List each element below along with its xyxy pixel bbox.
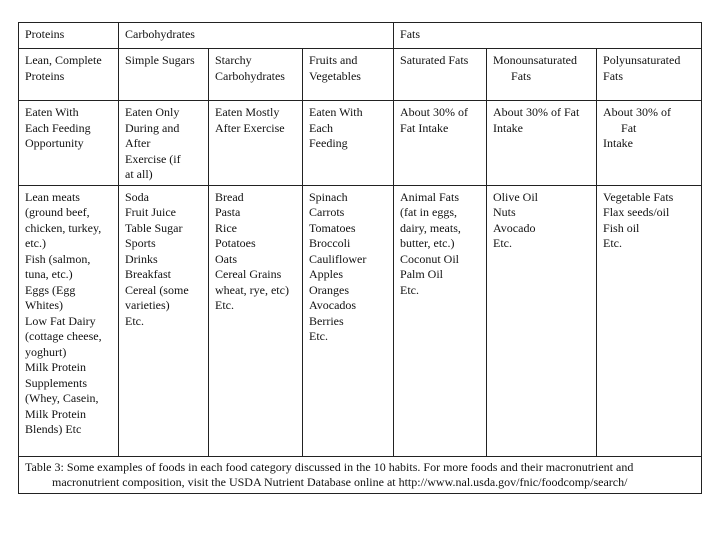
examples-row (19, 185, 702, 456)
timing-cell: Eaten With Each Feeding (303, 101, 394, 186)
timing-cell: Eaten Only During and After Exercise (if at all) (119, 101, 209, 186)
group-carbohydrates: Carbohydrates (119, 23, 394, 49)
group-header-row (19, 23, 702, 49)
timing-cell: Eaten With Each Feeding Opportunity (19, 101, 119, 186)
timing-cell: About 30% of Fat Intake (597, 101, 702, 186)
category-name: Saturated Fats (394, 49, 487, 101)
category-name-row (19, 49, 702, 101)
examples-cell: Spinach Carrots Tomatoes Broccoli Cauliflower Apples Oranges Avocados Berries Etc. (303, 185, 394, 456)
category-name: Simple Sugars (119, 49, 209, 101)
group-proteins: Proteins (19, 23, 119, 49)
category-name: Polyunsaturated Fats (597, 49, 702, 101)
examples-cell: Olive Oil Nuts Avocado Etc. (487, 185, 597, 456)
caption-line-2: macronutrient composition, visit the USDA Nutrient Database online at http://www.nal.usda.gov/fnic/foodcomp/search/ (52, 474, 628, 489)
timing-cell: Eaten Mostly After Exercise (209, 101, 303, 186)
timing-row (19, 101, 702, 186)
category-name: Lean, Complete Proteins (19, 49, 119, 101)
group-fats: Fats (394, 23, 702, 49)
examples-cell: Bread Pasta Rice Potatoes Oats Cereal Grains wheat, rye, etc) Etc. (209, 185, 303, 456)
examples-cell: Lean meats (ground beef, chicken, turkey, etc.) Fish (salmon, tuna, etc.) Eggs (Egg Whites) Low Fat Dairy (cottage cheese, yoghurt) Milk Protein Supplements (Whey, Casein, Milk Protein Blends) Etc (19, 185, 119, 456)
category-name: Monounsaturated Fats (487, 49, 597, 101)
timing-cell: About 30% of Fat Intake (487, 101, 597, 186)
examples-cell: Animal Fats (fat in eggs, dairy, meats, butter, etc.) Coconut Oil Palm Oil Etc. (394, 185, 487, 456)
category-name: Fruits and Vegetables (303, 49, 394, 101)
category-name: Starchy Carbohydrates (209, 49, 303, 101)
timing-cell: About 30% of Fat Intake (394, 101, 487, 186)
examples-cell: Vegetable Fats Flax seeds/oil Fish oil Etc. (597, 185, 702, 456)
food-category-table (18, 22, 702, 494)
examples-cell: Soda Fruit Juice Table Sugar Sports Drinks Breakfast Cereal (some varieties) Etc. (119, 185, 209, 456)
caption-row (19, 456, 702, 493)
caption-line-1: Table 3: Some examples of foods in each food category discussed in the 10 habits. For more foods and their macronutrient and (25, 459, 634, 474)
table-caption (19, 456, 702, 493)
